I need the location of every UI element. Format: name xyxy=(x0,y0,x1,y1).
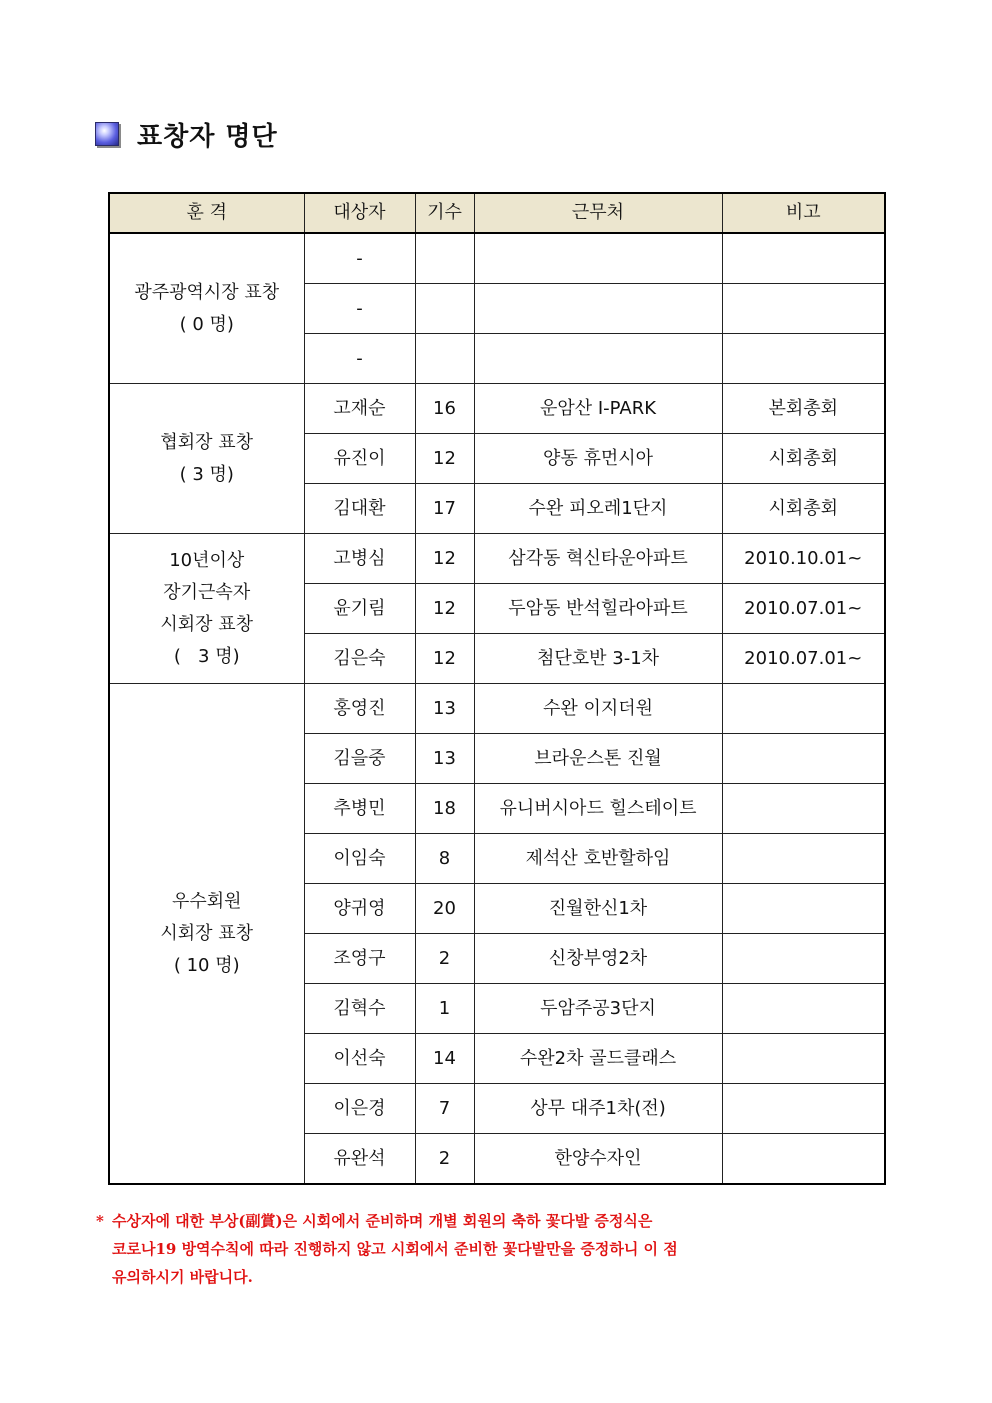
award-line: 광주광역시장 표창 xyxy=(134,281,280,303)
footnote xyxy=(96,1207,876,1291)
table-row xyxy=(109,684,885,734)
cell-term: 8 xyxy=(415,834,474,884)
cell-workplace xyxy=(474,233,722,284)
cell-workplace: 신창부영2차 xyxy=(474,934,722,984)
cell-name: 추병민 xyxy=(304,784,415,834)
cell-workplace: 양동 휴먼시아 xyxy=(474,434,722,484)
cell-remarks: 2010.07.01~ xyxy=(722,584,885,634)
award-line: ( 10 명) xyxy=(173,954,240,976)
award-group-cell xyxy=(109,534,304,684)
cell-name: - xyxy=(304,334,415,384)
cell-remarks: 2010.07.01~ xyxy=(722,634,885,684)
award-group-cell xyxy=(109,684,304,1185)
award-line: 장기근속자 xyxy=(163,581,251,603)
cell-name: 이선숙 xyxy=(304,1034,415,1084)
cell-workplace: 한양수자인 xyxy=(474,1134,722,1185)
cell-name: 김은숙 xyxy=(304,634,415,684)
cell-workplace: 운암산 I-PARK xyxy=(474,384,722,434)
cell-workplace xyxy=(474,284,722,334)
cell-remarks xyxy=(722,284,885,334)
award-line: ( 3 명) xyxy=(173,645,240,667)
cell-name: 이임숙 xyxy=(304,834,415,884)
cell-term: 12 xyxy=(415,584,474,634)
award-line: ( 3 명) xyxy=(179,463,234,485)
cell-term: 7 xyxy=(415,1084,474,1134)
cell-term: 18 xyxy=(415,784,474,834)
header-name: 대상자 xyxy=(304,193,415,233)
cell-remarks: 시회총회 xyxy=(722,484,885,534)
cell-name: 김대환 xyxy=(304,484,415,534)
awardee-table xyxy=(108,192,886,1185)
cell-name: 고병심 xyxy=(304,534,415,584)
cell-workplace: 삼각동 혁신타운아파트 xyxy=(474,534,722,584)
cell-remarks xyxy=(722,834,885,884)
cell-remarks xyxy=(722,734,885,784)
header-remarks: 비고 xyxy=(722,193,885,233)
cell-remarks xyxy=(722,334,885,384)
table-row xyxy=(109,384,885,434)
cell-workplace: 유니버시아드 힐스테이트 xyxy=(474,784,722,834)
cell-remarks xyxy=(722,1034,885,1084)
table-row xyxy=(109,534,885,584)
cell-remarks xyxy=(722,984,885,1034)
cell-remarks xyxy=(722,1084,885,1134)
cell-remarks xyxy=(722,934,885,984)
title-bar xyxy=(95,117,278,151)
cell-term: 14 xyxy=(415,1034,474,1084)
cell-remarks xyxy=(722,684,885,734)
cell-remarks: 시회총회 xyxy=(722,434,885,484)
cell-name: 홍영진 xyxy=(304,684,415,734)
cell-name: 고재순 xyxy=(304,384,415,434)
cell-term xyxy=(415,233,474,284)
cell-workplace: 수완 이지더원 xyxy=(474,684,722,734)
cell-name: 조영구 xyxy=(304,934,415,984)
header-term: 기수 xyxy=(415,193,474,233)
footnote-line-2: 코로나19 방역수칙에 따라 진행하지 않고 시회에서 준비한 꽃다발만을 증정하니 이 점 xyxy=(112,1240,678,1258)
cell-workplace: 제석산 호반할하임 xyxy=(474,834,722,884)
cell-workplace: 수완 피오레1단지 xyxy=(474,484,722,534)
cell-name: 김혁수 xyxy=(304,984,415,1034)
table-header-row xyxy=(109,193,885,233)
cell-term: 12 xyxy=(415,434,474,484)
cell-workplace: 상무 대주1차(전) xyxy=(474,1084,722,1134)
award-line: ( 0 명) xyxy=(179,313,234,335)
header-workplace: 근무처 xyxy=(474,193,722,233)
award-line: 10년이상 xyxy=(169,549,245,571)
award-group-cell xyxy=(109,384,304,534)
cell-term: 12 xyxy=(415,534,474,584)
award-line: 시회장 표창 xyxy=(160,922,254,944)
cell-workplace: 수완2차 골드클래스 xyxy=(474,1034,722,1084)
cell-name: 이은경 xyxy=(304,1084,415,1134)
square-bullet-icon xyxy=(95,122,119,146)
cell-name: - xyxy=(304,233,415,284)
cell-workplace: 진월한신1차 xyxy=(474,884,722,934)
cell-remarks: 본회총회 xyxy=(722,384,885,434)
footnote-marker: * xyxy=(96,1212,104,1230)
header-award: 훈 격 xyxy=(109,193,304,233)
cell-term xyxy=(415,284,474,334)
cell-remarks xyxy=(722,233,885,284)
cell-workplace: 두암주공3단지 xyxy=(474,984,722,1034)
cell-name: 윤기림 xyxy=(304,584,415,634)
cell-term xyxy=(415,334,474,384)
page-title: 표창자 명단 xyxy=(137,121,278,152)
cell-workplace xyxy=(474,334,722,384)
cell-term: 1 xyxy=(415,984,474,1034)
cell-workplace: 두암동 반석힐라아파트 xyxy=(474,584,722,634)
cell-term: 12 xyxy=(415,634,474,684)
footnote-line-3: 유의하시기 바랍니다. xyxy=(112,1268,253,1286)
cell-workplace: 첨단호반 3-1차 xyxy=(474,634,722,684)
cell-workplace: 브라운스톤 진월 xyxy=(474,734,722,784)
cell-remarks: 2010.10.01~ xyxy=(722,534,885,584)
cell-name: - xyxy=(304,284,415,334)
cell-term: 17 xyxy=(415,484,474,534)
award-line: 우수회원 xyxy=(171,890,242,912)
cell-term: 13 xyxy=(415,734,474,784)
cell-remarks xyxy=(722,884,885,934)
cell-name: 유완석 xyxy=(304,1134,415,1185)
table-body xyxy=(109,233,885,1184)
cell-term: 13 xyxy=(415,684,474,734)
cell-name: 유진이 xyxy=(304,434,415,484)
award-group-cell xyxy=(109,233,304,384)
cell-remarks xyxy=(722,784,885,834)
award-line: 시회장 표창 xyxy=(160,613,254,635)
cell-term: 2 xyxy=(415,1134,474,1185)
cell-remarks xyxy=(722,1134,885,1185)
cell-term: 16 xyxy=(415,384,474,434)
footnote-line-1: * 수상자에 대한 부상(副賞)은 시회에서 준비하며 개별 회원의 축하 꽃다발 증정식은 xyxy=(96,1207,876,1235)
cell-term: 2 xyxy=(415,934,474,984)
cell-term: 20 xyxy=(415,884,474,934)
cell-name: 양귀영 xyxy=(304,884,415,934)
award-line: 협회장 표창 xyxy=(160,431,254,453)
table-row xyxy=(109,233,885,284)
cell-name: 김을중 xyxy=(304,734,415,784)
